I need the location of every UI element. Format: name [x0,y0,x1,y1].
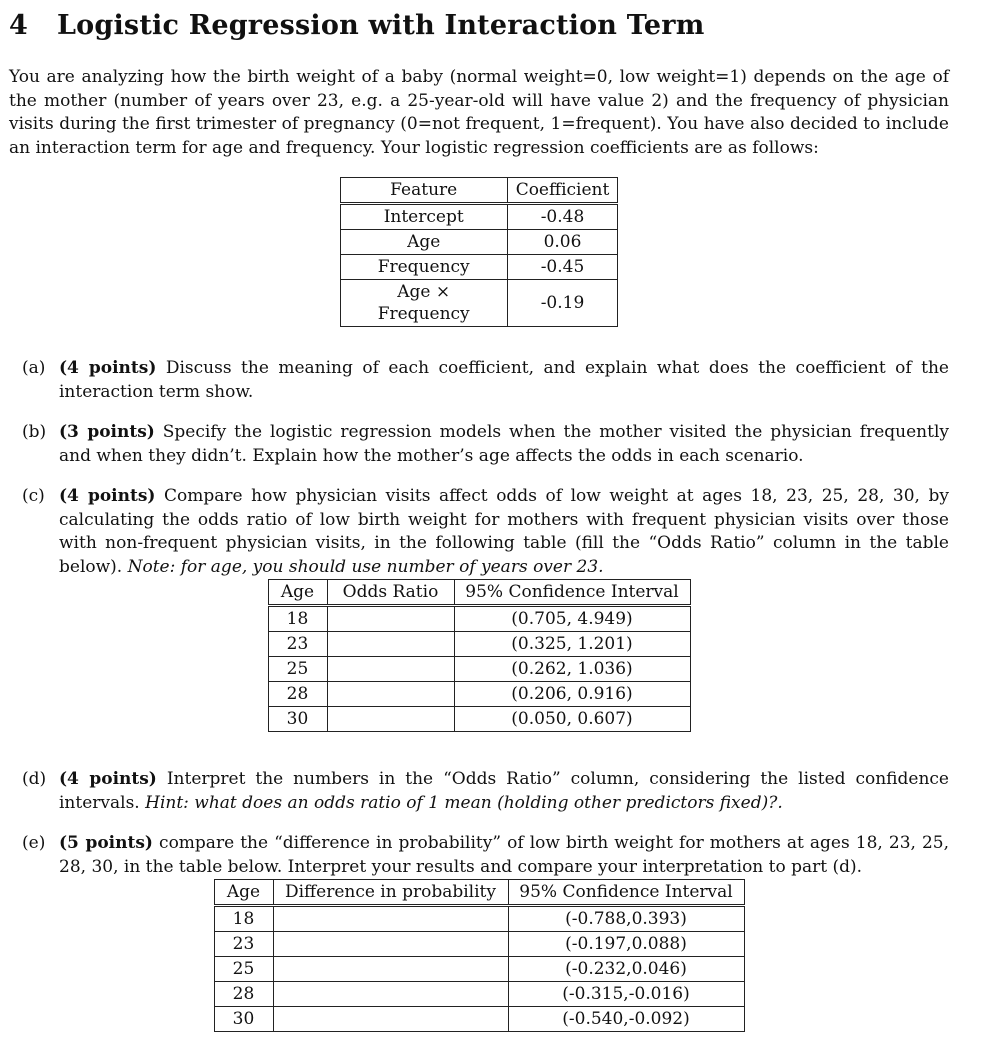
table-row [214,932,744,957]
question-text: Compare how physician visits affect odds of low weight at ages 18, 23, 25, 28, 30, by calculating the odds ratio of low birth weight for mothers with frequent physician visits over those with non-frequent physician visits, in the following table (fill the “Odds Ratio” column in the table below). [59,486,950,577]
question-text: Interpret the numbers in the “Odds Ratio” column, considering the listed confidence intervals. [59,769,949,813]
document-page [9,0,949,1032]
question-points: (4 points) [59,358,157,378]
table-row [214,1007,744,1032]
ci-cell: (0.050, 0.607) [454,707,690,732]
table-row [268,682,690,707]
odds-ratio-cell[interactable] [327,682,454,707]
coefficient-table-header [340,178,618,204]
ci-cell: (0.262, 1.036) [454,657,690,682]
question-points: (3 points) [59,422,155,442]
ci-cell: (-0.197,0.088) [508,932,744,957]
question-text: Discuss the meaning of each coefficient, and explain what does the coefficient of the interaction term show. [59,358,949,402]
odds-ratio-cell[interactable] [327,707,454,732]
age-cell: 25 [214,957,273,982]
question-a [9,357,949,404]
age-cell: 30 [214,1007,273,1032]
odds-ratio-cell[interactable] [327,606,454,632]
odds-ratio-cell[interactable] [327,632,454,657]
header-confidence-interval: 95% Confidence Interval [454,580,690,606]
question-b [9,421,949,468]
difference-cell[interactable] [273,982,508,1007]
age-cell: 18 [214,906,273,932]
age-cell: 23 [268,632,327,657]
table-row [340,230,618,255]
table-row [268,657,690,682]
question-text: compare the “difference in probability” of low birth weight for mothers at ages 18, 23, 25, 28, 30, in the table below. Interpret your results and compare your interpretation to part (d). [59,833,950,877]
section-number: 4 [9,10,28,41]
coefficient-cell: 0.06 [507,230,618,255]
question-c [9,485,949,579]
coefficient-cell: -0.48 [507,204,618,230]
ci-cell: (0.325, 1.201) [454,632,690,657]
table-row [268,632,690,657]
difference-cell[interactable] [273,957,508,982]
question-points: (5 points) [59,833,153,853]
coefficient-table [340,177,619,327]
header-coefficient: Coefficient [507,178,618,204]
question-e [9,832,949,879]
question-note: Note: for age, you should use number of years over 23. [127,556,604,577]
question-hint: Hint: what does an odds ratio of 1 mean (holding other predictors fixed)?. [145,792,783,813]
difference-cell[interactable] [273,906,508,932]
question-label: (b) [22,422,47,442]
question-text: Specify the logistic regression models when the mother visited the physician frequently and when they didn’t. Explain how the mother’s age affects the odds in each scenario. [59,422,949,466]
age-cell: 28 [268,682,327,707]
question-label: (c) [22,486,45,506]
question-label: (d) [22,769,47,789]
table-row [214,906,744,932]
table-row [340,255,618,280]
section-heading [9,8,949,44]
section-title: Logistic Regression with Interaction Term [57,10,705,41]
ci-cell: (0.206, 0.916) [454,682,690,707]
ci-cell: (-0.232,0.046) [508,957,744,982]
question-label: (e) [22,833,46,853]
odds-ratio-table [268,579,691,732]
header-confidence-interval: 95% Confidence Interval [508,880,744,906]
age-cell: 30 [268,707,327,732]
difference-cell[interactable] [273,1007,508,1032]
table-row [214,957,744,982]
question-points: (4 points) [59,486,156,506]
age-cell: 28 [214,982,273,1007]
feature-cell: Age × Frequency [340,280,507,327]
difference-probability-table [214,879,745,1032]
header-difference: Difference in probability [273,880,508,906]
age-cell: 18 [268,606,327,632]
table-row [340,280,618,327]
ci-cell: (0.705, 4.949) [454,606,690,632]
odds-ratio-table-header [268,580,690,606]
table-row [340,204,618,230]
ci-cell: (-0.315,-0.016) [508,982,744,1007]
question-points: (4 points) [59,769,157,789]
coefficient-cell: -0.45 [507,255,618,280]
difference-cell[interactable] [273,932,508,957]
odds-ratio-cell[interactable] [327,657,454,682]
intro-paragraph: You are analyzing how the birth weight of a baby (normal weight=0, low weight=1) depends on the age of the mother (number of years over 23, e.g. a 25-year-old will have value 2) and the frequency of physician visits during the first trimester of pregnancy (0=not frequent, 1=frequent). You have also decided to include an interaction term for age and frequency. Your logistic regression coefficients are as follows: [9,67,949,158]
feature-cell: Frequency [340,255,507,280]
ci-cell: (-0.540,-0.092) [508,1007,744,1032]
age-cell: 25 [268,657,327,682]
feature-cell: Age [340,230,507,255]
feature-cell: Intercept [340,204,507,230]
coefficient-cell: -0.19 [507,280,618,327]
table-row [268,707,690,732]
question-label: (a) [22,358,46,378]
header-odds-ratio: Odds Ratio [327,580,454,606]
header-age: Age [268,580,327,606]
difference-table-header [214,880,744,906]
table-row [268,606,690,632]
header-feature: Feature [340,178,507,204]
question-d [9,768,949,815]
age-cell: 23 [214,932,273,957]
table-row [214,982,744,1007]
ci-cell: (-0.788,0.393) [508,906,744,932]
header-age: Age [214,880,273,906]
